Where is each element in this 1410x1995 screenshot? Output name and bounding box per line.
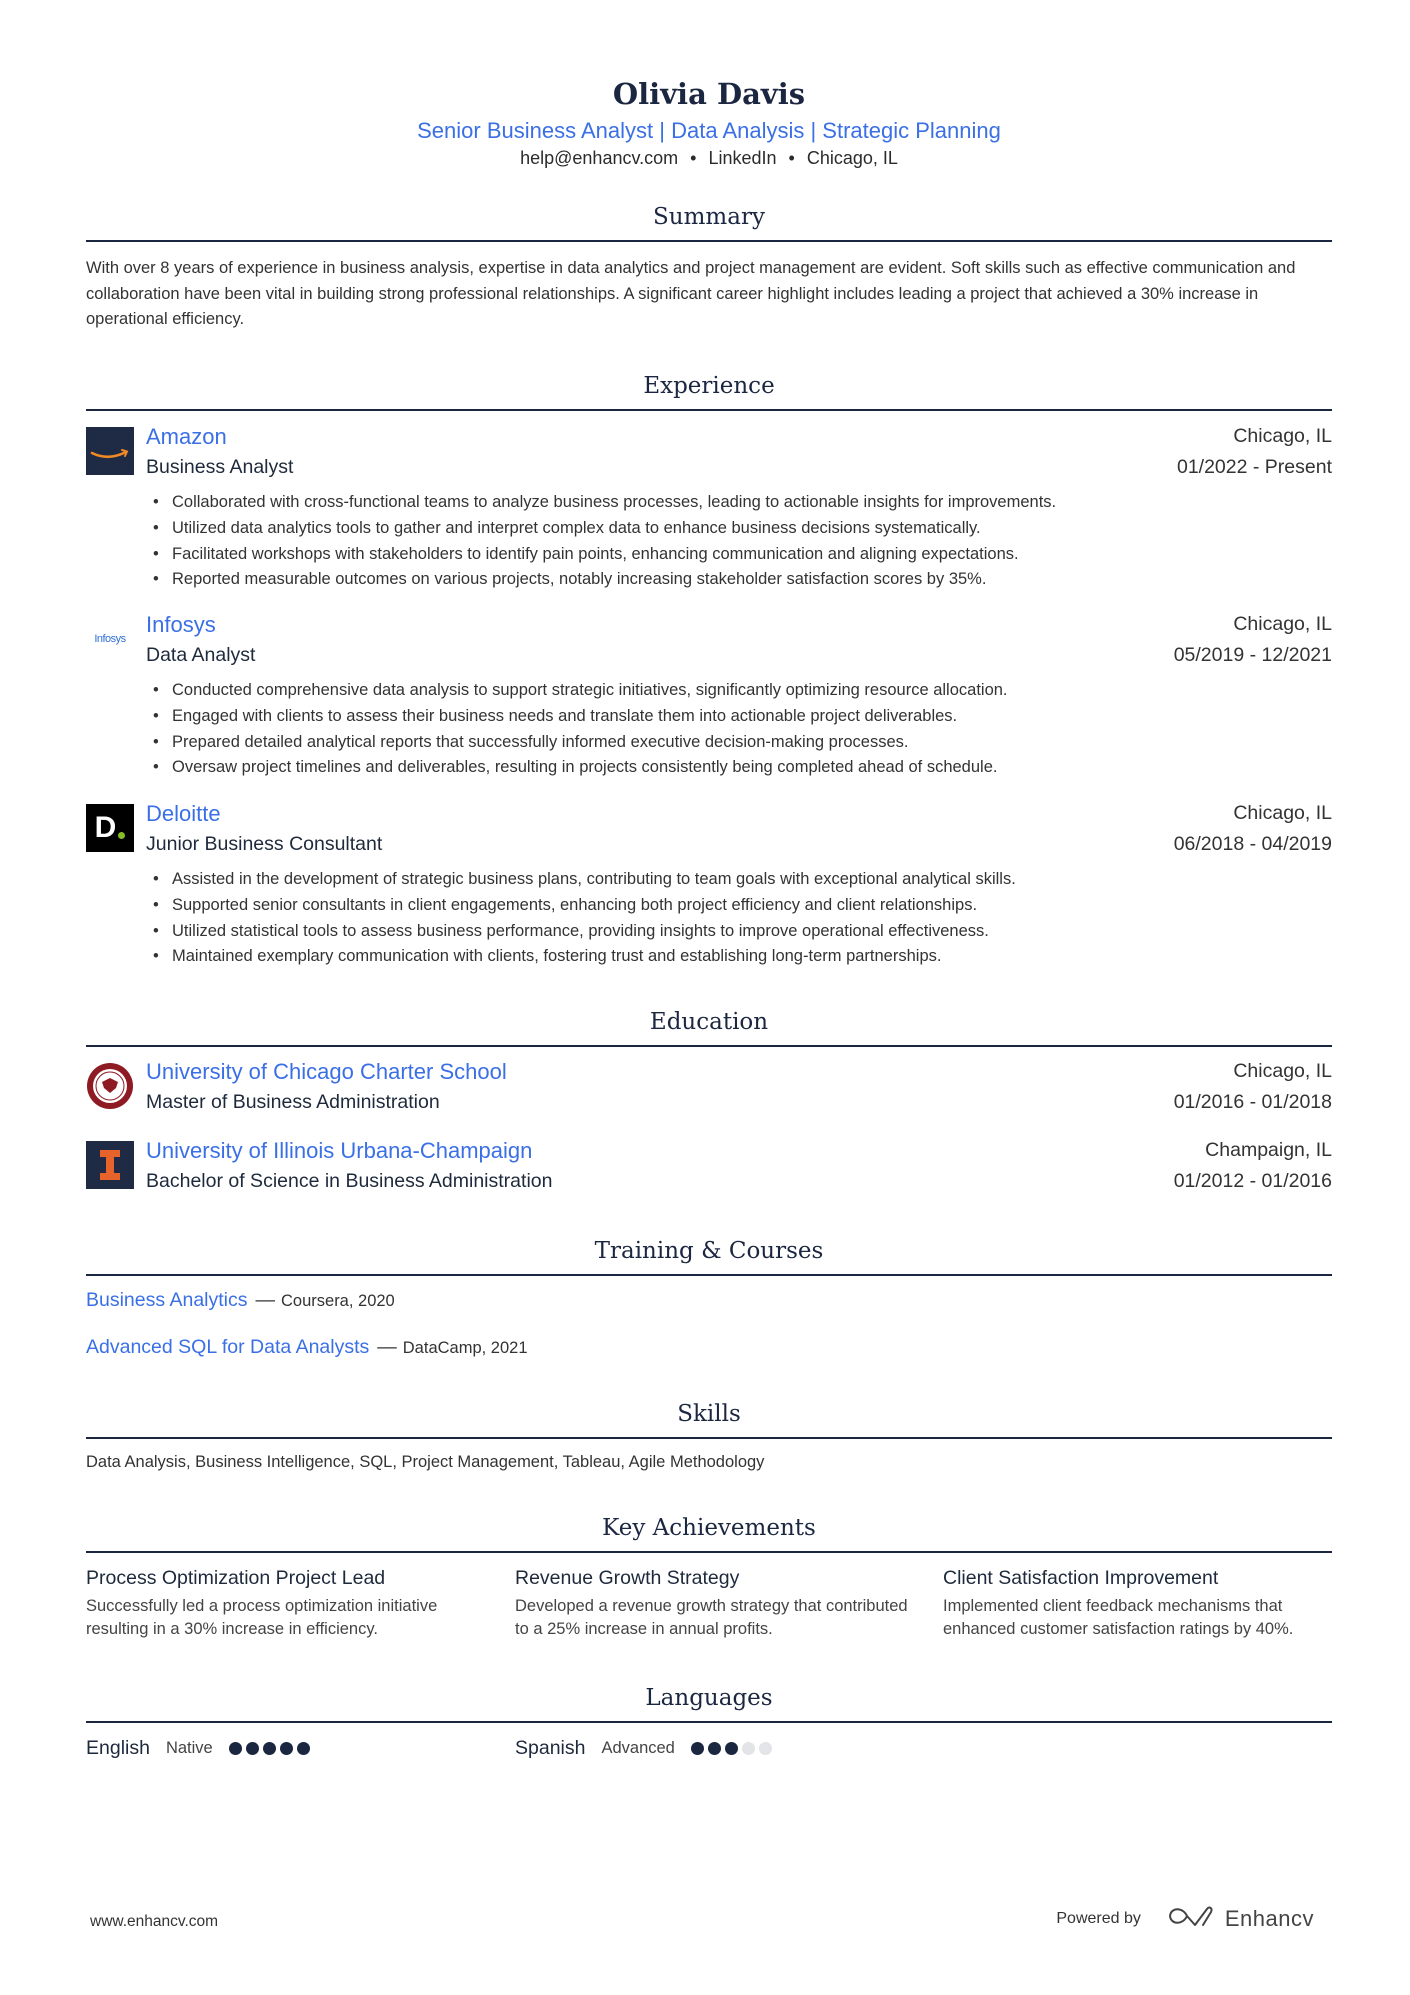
infosys-logo-icon: Infosys <box>94 633 126 645</box>
rating-dot-filled <box>297 1742 310 1755</box>
footer-branding[interactable] <box>1056 1903 1314 1934</box>
job-bullet: • Supported senior consultants in client engagements, enhancing both project efficiency and client relationships. <box>172 893 1016 919</box>
contact-line <box>86 146 1332 170</box>
section-divider <box>86 1274 1332 1276</box>
job-dates: 05/2019 - 12/2021 <box>1173 644 1332 666</box>
job-bullet: • Collaborated with cross-functional teams to analyze business processes, leading to actionable insights for improvements. <box>172 490 1056 516</box>
job-bullet: • Conducted comprehensive data analysis to support strategic initiatives, significantly optimizing resource allocation. <box>172 678 1008 704</box>
section-title-skills: Skills <box>677 1401 741 1427</box>
rating-dot-filled <box>280 1742 293 1755</box>
job-bullets <box>172 490 1056 593</box>
rating-dot-filled <box>229 1742 242 1755</box>
achievement-description: Implemented client feedback mechanisms that enhanced customer satisfaction ratings by 40%. <box>943 1597 1294 1638</box>
course-title[interactable]: Advanced SQL for Data Analysts <box>86 1336 370 1358</box>
job-dates: 06/2018 - 04/2019 <box>1173 833 1332 855</box>
rating-dot-filled <box>263 1742 276 1755</box>
school-location: Chicago, IL <box>1233 1060 1332 1082</box>
school-name[interactable]: University of Chicago Charter School <box>146 1059 507 1084</box>
enhancv-logo-icon <box>1167 1903 1215 1934</box>
candidate-name: Olivia Davis <box>612 77 806 111</box>
language-name: English <box>86 1737 150 1759</box>
job-bullet: • Engaged with clients to assess their business needs and translate them into actionable project deliverables. <box>172 704 1008 730</box>
job-bullet: • Prepared detailed analytical reports that successfully informed executive decision-making processes. <box>172 730 1008 756</box>
skills-text: Data Analysis, Business Intelligence, SQL, Project Management, Tableau, Agile Methodology <box>86 1453 765 1471</box>
degree: Bachelor of Science in Business Administration <box>146 1170 553 1192</box>
enhancv-brand: Enhancv <box>1224 1905 1314 1931</box>
job-bullet: • Utilized data analytics tools to gather and interpret complex data to enhance business decisions systematically. <box>172 516 1056 542</box>
company-name[interactable]: Infosys <box>146 612 216 637</box>
rating-dot-filled <box>708 1742 721 1755</box>
rating-dot-empty <box>759 1742 772 1755</box>
course-meta: Coursera, 2020 <box>281 1292 395 1310</box>
course-meta: DataCamp, 2021 <box>402 1339 528 1357</box>
job-bullet: • Facilitated workshops with stakeholders to identify pain points, enhancing communication and aligning expectations. <box>172 542 1056 568</box>
contact-linkedin[interactable]: LinkedIn <box>708 148 777 168</box>
company-name[interactable]: Amazon <box>146 424 227 449</box>
course-title[interactable]: Business Analytics <box>86 1289 248 1311</box>
achievement-item <box>943 1564 1343 1640</box>
school-dates: 01/2012 - 01/2016 <box>1173 1170 1332 1192</box>
section-divider <box>86 1045 1332 1047</box>
achievement-title: Revenue Growth Strategy <box>515 1567 740 1589</box>
illinois-logo-icon <box>86 1141 134 1189</box>
job-bullet: • Oversaw project timelines and deliverables, resulting in projects consistently being completed ahead of schedule. <box>172 755 1008 781</box>
section-title-experience: Experience <box>643 373 775 399</box>
language-rating-dots <box>229 1742 310 1755</box>
achievement-description: Developed a revenue growth strategy that contributed to a 25% increase in annual profits. <box>515 1597 908 1638</box>
section-title-achievements: Key Achievements <box>602 1515 816 1541</box>
course-dash: — <box>255 1289 275 1311</box>
job-bullets <box>172 867 1016 970</box>
course-item <box>86 1333 528 1362</box>
footer-website[interactable]: www.enhancv.com <box>90 1913 219 1930</box>
uchicago-seal-icon <box>86 1062 134 1110</box>
job-bullets <box>172 678 1008 781</box>
contact-separator: • <box>788 148 795 168</box>
language-rating-dots <box>691 1742 772 1755</box>
job-location: Chicago, IL <box>1233 802 1332 824</box>
job-role: Junior Business Consultant <box>146 833 383 855</box>
powered-by-label: Powered by <box>1056 1909 1141 1927</box>
job-dates: 01/2022 - Present <box>1176 456 1332 478</box>
rating-dot-filled <box>246 1742 259 1755</box>
contact-email[interactable]: help@enhancv.com <box>520 148 679 168</box>
resume-page <box>86 0 1332 1995</box>
summary-text: With over 8 years of experience in business analysis, expertise in data analytics and project management are evident. Soft skills such as effective communication and collaboration have been vital in building strong professional relationships. A significant career highlight includes leading a project that achieved a 30% increase in operational efficiency. <box>86 259 1296 328</box>
amazon-logo-icon <box>86 427 134 475</box>
job-role: Business Analyst <box>146 456 294 478</box>
section-title-training: Training & Courses <box>594 1238 824 1264</box>
school-location: Champaign, IL <box>1205 1139 1332 1161</box>
school-name[interactable]: University of Illinois Urbana-Champaign <box>146 1138 533 1163</box>
job-role: Data Analyst <box>146 644 256 666</box>
section-divider <box>86 1551 1332 1553</box>
language-item-english <box>86 1734 310 1762</box>
contact-separator: • <box>690 148 697 168</box>
deloitte-logo-icon: D <box>86 804 134 852</box>
company-name[interactable]: Deloitte <box>146 801 221 826</box>
achievement-description: Successfully led a process optimization initiative resulting in a 30% increase in efficiency. <box>86 1597 438 1638</box>
achievement-title: Process Optimization Project Lead <box>86 1567 386 1589</box>
course-item <box>86 1286 395 1315</box>
achievement-item <box>86 1564 486 1640</box>
language-level: Advanced <box>601 1738 675 1757</box>
achievement-title: Client Satisfaction Improvement <box>943 1567 1219 1589</box>
language-name: Spanish <box>515 1737 586 1759</box>
job-bullet: • Reported measurable outcomes on various projects, notably increasing stakeholder satisfaction scores by 35%. <box>172 567 1056 593</box>
section-divider <box>86 409 1332 411</box>
rating-dot-filled <box>725 1742 738 1755</box>
resume-header <box>86 74 1332 170</box>
contact-location: Chicago, IL <box>806 148 898 168</box>
course-dash: — <box>377 1336 397 1358</box>
section-title-summary: Summary <box>653 204 765 230</box>
section-divider <box>86 1437 1332 1439</box>
language-item-spanish <box>515 1734 772 1762</box>
section-title-education: Education <box>649 1009 769 1035</box>
rating-dot-empty <box>742 1742 755 1755</box>
job-bullet: • Assisted in the development of strategic business plans, contributing to team goals with exceptional analytical skills. <box>172 867 1016 893</box>
achievement-item <box>515 1564 915 1640</box>
school-dates: 01/2016 - 01/2018 <box>1173 1091 1332 1113</box>
job-location: Chicago, IL <box>1233 425 1332 447</box>
section-divider <box>86 240 1332 242</box>
language-level: Native <box>165 1738 213 1757</box>
job-bullet: • Utilized statistical tools to assess business performance, providing insights to improve operational effectiveness. <box>172 919 1016 945</box>
job-bullet: • Maintained exemplary communication with clients, fostering trust and establishing long-term partnerships. <box>172 944 1016 970</box>
section-title-languages: Languages <box>645 1685 773 1711</box>
rating-dot-filled <box>691 1742 704 1755</box>
section-divider <box>86 1721 1332 1723</box>
candidate-headline: Senior Business Analyst | Data Analysis | Strategic Planning <box>417 118 1001 143</box>
job-location: Chicago, IL <box>1233 613 1332 635</box>
degree: Master of Business Administration <box>146 1091 440 1113</box>
